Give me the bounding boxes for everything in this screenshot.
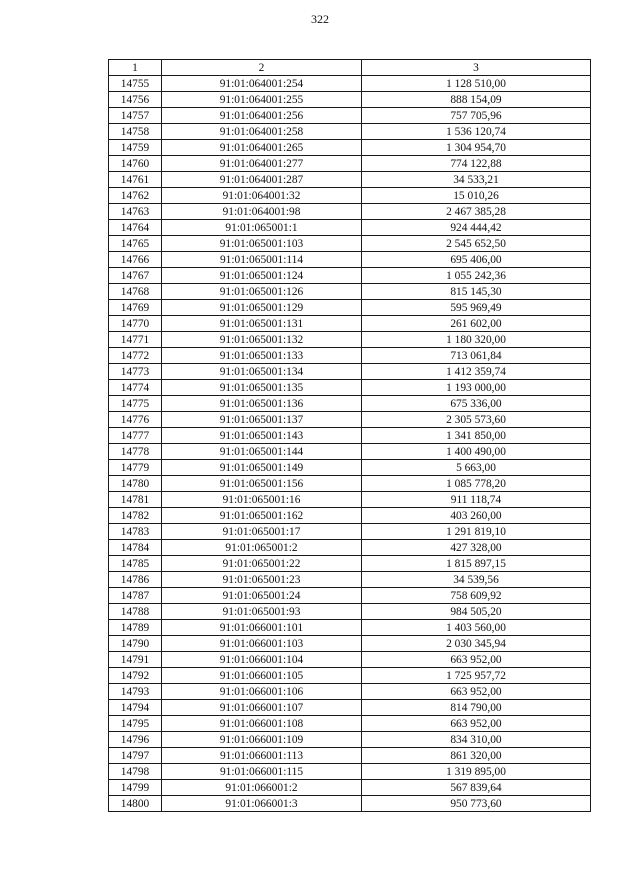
value-cell: 1 128 510,00 — [362, 76, 591, 92]
table-row — [109, 428, 591, 444]
row-number-cell: 14782 — [109, 508, 162, 524]
value-cell: 924 444,42 — [362, 220, 591, 236]
cadastral-number-cell: 91:01:066001:2 — [162, 780, 362, 796]
table-row — [109, 108, 591, 124]
value-cell: 1 412 359,74 — [362, 364, 591, 380]
cadastral-number-cell: 91:01:066001:113 — [162, 748, 362, 764]
row-number-cell: 14795 — [109, 716, 162, 732]
cadastral-number-cell: 91:01:065001:135 — [162, 380, 362, 396]
cadastral-number-cell: 91:01:065001:136 — [162, 396, 362, 412]
value-cell: 34 539,56 — [362, 572, 591, 588]
table-row — [109, 764, 591, 780]
cadastral-number-cell: 91:01:065001:103 — [162, 236, 362, 252]
cadastral-number-cell: 91:01:064001:255 — [162, 92, 362, 108]
table-row — [109, 556, 591, 572]
table-row — [109, 316, 591, 332]
row-number-cell: 14767 — [109, 268, 162, 284]
value-cell: 815 145,30 — [362, 284, 591, 300]
row-number-cell: 14781 — [109, 492, 162, 508]
cadastral-number-cell: 91:01:065001:16 — [162, 492, 362, 508]
row-number-cell: 14759 — [109, 140, 162, 156]
row-number-cell: 14788 — [109, 604, 162, 620]
row-number-cell: 14799 — [109, 780, 162, 796]
value-cell: 695 406,00 — [362, 252, 591, 268]
cadastral-number-cell: 91:01:065001:132 — [162, 332, 362, 348]
cadastral-number-cell: 91:01:066001:3 — [162, 796, 362, 812]
table-row — [109, 732, 591, 748]
table-row — [109, 284, 591, 300]
cadastral-number-cell: 91:01:064001:98 — [162, 204, 362, 220]
cadastral-number-cell: 91:01:064001:254 — [162, 76, 362, 92]
value-cell: 2 030 345,94 — [362, 636, 591, 652]
table-row — [109, 604, 591, 620]
cadastral-number-cell: 91:01:065001:1 — [162, 220, 362, 236]
row-number-cell: 14787 — [109, 588, 162, 604]
row-number-cell: 14793 — [109, 684, 162, 700]
value-cell: 5 663,00 — [362, 460, 591, 476]
row-number-cell: 14755 — [109, 76, 162, 92]
table-row — [109, 572, 591, 588]
row-number-cell: 14800 — [109, 796, 162, 812]
table-body — [109, 76, 591, 812]
value-cell: 713 061,84 — [362, 348, 591, 364]
table-row — [109, 140, 591, 156]
cadastral-number-cell: 91:01:064001:265 — [162, 140, 362, 156]
cadastral-number-cell: 91:01:066001:108 — [162, 716, 362, 732]
table-row — [109, 236, 591, 252]
row-number-cell: 14784 — [109, 540, 162, 556]
table-row — [109, 172, 591, 188]
value-cell: 1 193 000,00 — [362, 380, 591, 396]
cadastral-number-cell: 91:01:065001:156 — [162, 476, 362, 492]
value-cell: 567 839,64 — [362, 780, 591, 796]
table-row — [109, 124, 591, 140]
value-cell: 675 336,00 — [362, 396, 591, 412]
table-row — [109, 684, 591, 700]
table-row — [109, 220, 591, 236]
cadastral-number-cell: 91:01:065001:93 — [162, 604, 362, 620]
cadastral-number-cell: 91:01:065001:162 — [162, 508, 362, 524]
cadastral-number-cell: 91:01:066001:104 — [162, 652, 362, 668]
row-number-cell: 14786 — [109, 572, 162, 588]
row-number-cell: 14774 — [109, 380, 162, 396]
cadastral-number-cell: 91:01:064001:277 — [162, 156, 362, 172]
value-cell: 758 609,92 — [362, 588, 591, 604]
table-row — [109, 780, 591, 796]
table-row — [109, 156, 591, 172]
value-cell: 984 505,20 — [362, 604, 591, 620]
value-cell: 1 180 320,00 — [362, 332, 591, 348]
cadastral-number-cell: 91:01:065001:134 — [162, 364, 362, 380]
value-cell: 2 545 652,50 — [362, 236, 591, 252]
value-cell: 1 085 778,20 — [362, 476, 591, 492]
value-cell: 1 815 897,15 — [362, 556, 591, 572]
cadastral-number-cell: 91:01:065001:129 — [162, 300, 362, 316]
page-number: 322 — [311, 12, 329, 26]
value-cell: 911 118,74 — [362, 492, 591, 508]
column-header-3: 3 — [362, 60, 591, 76]
table-row — [109, 364, 591, 380]
row-number-cell: 14778 — [109, 444, 162, 460]
row-number-cell: 14798 — [109, 764, 162, 780]
table-row — [109, 748, 591, 764]
table-row — [109, 588, 591, 604]
row-number-cell: 14766 — [109, 252, 162, 268]
table-row — [109, 540, 591, 556]
value-cell: 34 533,21 — [362, 172, 591, 188]
value-cell: 1 536 120,74 — [362, 124, 591, 140]
row-number-cell: 14769 — [109, 300, 162, 316]
cadastral-number-cell: 91:01:066001:101 — [162, 620, 362, 636]
header-row — [109, 60, 591, 76]
value-cell: 663 952,00 — [362, 684, 591, 700]
table-row — [109, 460, 591, 476]
row-number-cell: 14758 — [109, 124, 162, 140]
table-row — [109, 476, 591, 492]
row-number-cell: 14757 — [109, 108, 162, 124]
value-cell: 427 328,00 — [362, 540, 591, 556]
row-number-cell: 14772 — [109, 348, 162, 364]
table-row — [109, 204, 591, 220]
row-number-cell: 14771 — [109, 332, 162, 348]
value-cell: 2 305 573,60 — [362, 412, 591, 428]
cadastral-number-cell: 91:01:065001:131 — [162, 316, 362, 332]
value-cell: 663 952,00 — [362, 652, 591, 668]
table-row — [109, 508, 591, 524]
cadastral-number-cell: 91:01:065001:23 — [162, 572, 362, 588]
value-cell: 1 400 490,00 — [362, 444, 591, 460]
row-number-cell: 14792 — [109, 668, 162, 684]
row-number-cell: 14761 — [109, 172, 162, 188]
row-number-cell: 14796 — [109, 732, 162, 748]
cadastral-number-cell: 91:01:065001:144 — [162, 444, 362, 460]
cadastral-number-cell: 91:01:064001:258 — [162, 124, 362, 140]
row-number-cell: 14785 — [109, 556, 162, 572]
row-number-cell: 14794 — [109, 700, 162, 716]
value-cell: 2 467 385,28 — [362, 204, 591, 220]
row-number-cell: 14770 — [109, 316, 162, 332]
cadastral-number-cell: 91:01:066001:107 — [162, 700, 362, 716]
table-row — [109, 492, 591, 508]
row-number-cell: 14777 — [109, 428, 162, 444]
column-header-1: 1 — [109, 60, 162, 76]
cadastral-number-cell: 91:01:065001:133 — [162, 348, 362, 364]
cadastral-number-cell: 91:01:065001:114 — [162, 252, 362, 268]
table-row — [109, 700, 591, 716]
row-number-cell: 14790 — [109, 636, 162, 652]
value-cell: 1 725 957,72 — [362, 668, 591, 684]
value-cell: 861 320,00 — [362, 748, 591, 764]
table-row — [109, 92, 591, 108]
value-cell: 950 773,60 — [362, 796, 591, 812]
row-number-cell: 14765 — [109, 236, 162, 252]
cadastral-number-cell: 91:01:065001:149 — [162, 460, 362, 476]
cadastral-number-cell: 91:01:066001:109 — [162, 732, 362, 748]
value-cell: 1 319 895,00 — [362, 764, 591, 780]
row-number-cell: 14768 — [109, 284, 162, 300]
table-row — [109, 412, 591, 428]
table-row — [109, 668, 591, 684]
row-number-cell: 14780 — [109, 476, 162, 492]
row-number-cell: 14797 — [109, 748, 162, 764]
row-number-cell: 14776 — [109, 412, 162, 428]
table-row — [109, 268, 591, 284]
row-number-cell: 14773 — [109, 364, 162, 380]
value-cell: 1 291 819,10 — [362, 524, 591, 540]
table-row — [109, 524, 591, 540]
value-cell: 663 952,00 — [362, 716, 591, 732]
value-cell: 834 310,00 — [362, 732, 591, 748]
table-row — [109, 796, 591, 812]
cadastral-number-cell: 91:01:065001:2 — [162, 540, 362, 556]
table-row — [109, 444, 591, 460]
value-cell: 888 154,09 — [362, 92, 591, 108]
row-number-cell: 14791 — [109, 652, 162, 668]
value-cell: 1 055 242,36 — [362, 268, 591, 284]
table-row — [109, 380, 591, 396]
cadastral-number-cell: 91:01:064001:287 — [162, 172, 362, 188]
cadastral-number-cell: 91:01:065001:17 — [162, 524, 362, 540]
cadastral-number-cell: 91:01:065001:143 — [162, 428, 362, 444]
value-cell: 15 010,26 — [362, 188, 591, 204]
table-row — [109, 188, 591, 204]
row-number-cell: 14760 — [109, 156, 162, 172]
row-number-cell: 14779 — [109, 460, 162, 476]
row-number-cell: 14764 — [109, 220, 162, 236]
value-cell: 595 969,49 — [362, 300, 591, 316]
cadastral-number-cell: 91:01:064001:256 — [162, 108, 362, 124]
table-row — [109, 332, 591, 348]
table-row — [109, 348, 591, 364]
row-number-cell: 14763 — [109, 204, 162, 220]
cadastral-number-cell: 91:01:065001:24 — [162, 588, 362, 604]
value-cell: 1 304 954,70 — [362, 140, 591, 156]
value-cell: 403 260,00 — [362, 508, 591, 524]
row-number-cell: 14789 — [109, 620, 162, 636]
table-row — [109, 620, 591, 636]
cadastral-number-cell: 91:01:066001:106 — [162, 684, 362, 700]
cadastral-number-cell: 91:01:066001:105 — [162, 668, 362, 684]
row-number-cell: 14756 — [109, 92, 162, 108]
cadastral-number-cell: 91:01:064001:32 — [162, 188, 362, 204]
value-cell: 1 341 850,00 — [362, 428, 591, 444]
cadastral-number-cell: 91:01:065001:126 — [162, 284, 362, 300]
register-table — [108, 59, 591, 812]
table-row — [109, 716, 591, 732]
row-number-cell: 14775 — [109, 396, 162, 412]
value-cell: 261 602,00 — [362, 316, 591, 332]
table-row — [109, 252, 591, 268]
value-cell: 1 403 560,00 — [362, 620, 591, 636]
value-cell: 814 790,00 — [362, 700, 591, 716]
cadastral-number-cell: 91:01:065001:137 — [162, 412, 362, 428]
value-cell: 757 705,96 — [362, 108, 591, 124]
table-row — [109, 396, 591, 412]
cadastral-number-cell: 91:01:065001:124 — [162, 268, 362, 284]
table-row — [109, 300, 591, 316]
table-row — [109, 76, 591, 92]
row-number-cell: 14783 — [109, 524, 162, 540]
cadastral-number-cell: 91:01:065001:22 — [162, 556, 362, 572]
value-cell: 774 122,88 — [362, 156, 591, 172]
row-number-cell: 14762 — [109, 188, 162, 204]
table-row — [109, 652, 591, 668]
column-header-2: 2 — [162, 60, 362, 76]
cadastral-number-cell: 91:01:066001:103 — [162, 636, 362, 652]
cadastral-number-cell: 91:01:066001:115 — [162, 764, 362, 780]
table-row — [109, 636, 591, 652]
